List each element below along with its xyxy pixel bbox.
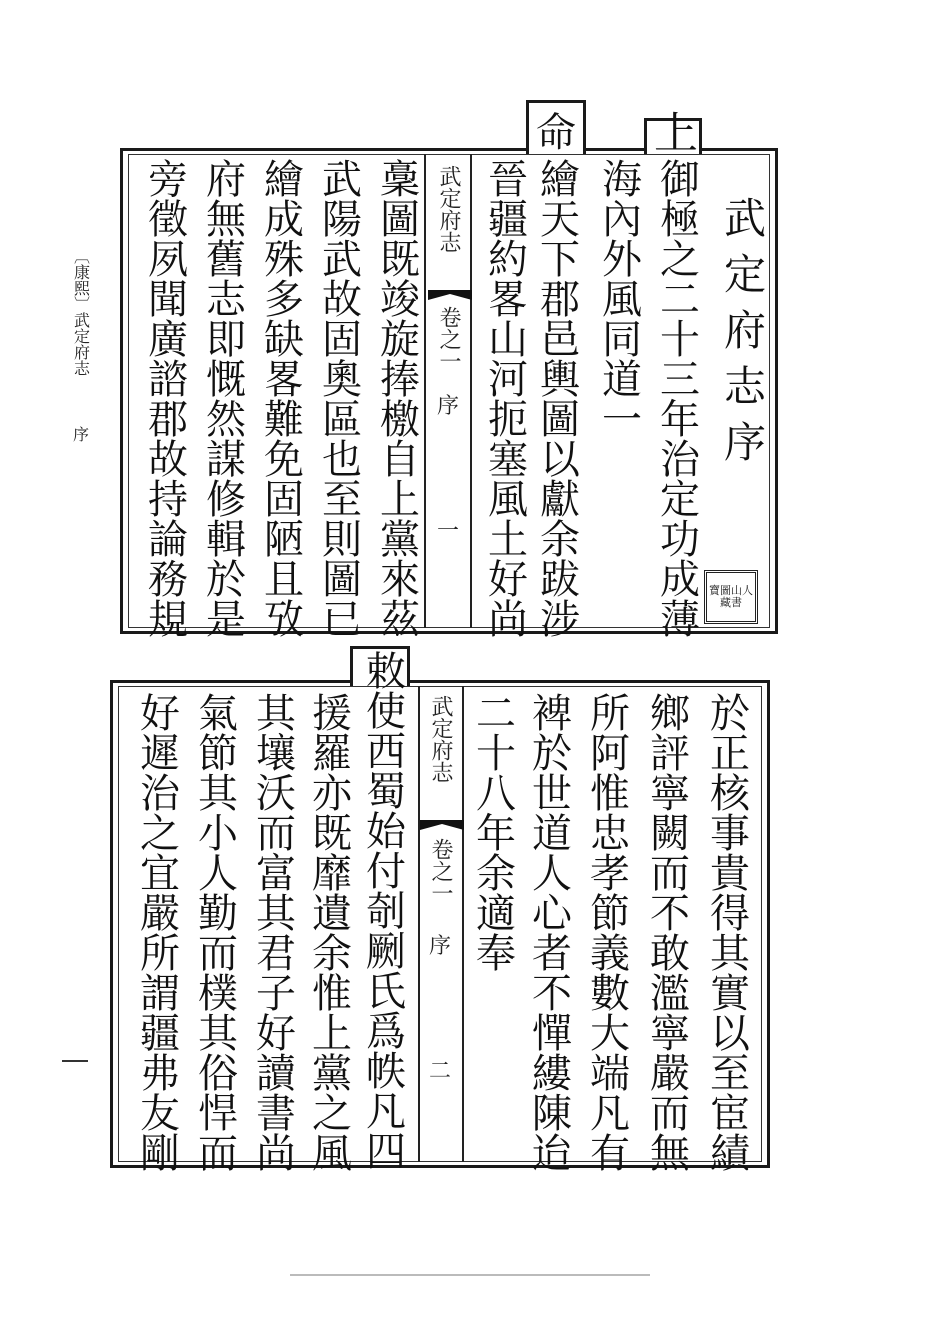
top-heading: 武定府志序 <box>718 196 767 476</box>
top-column-8: 武陽武故固奧區也至則圖已 <box>315 158 362 638</box>
margin-book-title <box>70 248 92 376</box>
top-center-line-right <box>470 154 472 628</box>
bottom-fishtail-book: 武定府志 <box>428 695 453 783</box>
bottom-column-10: 好遲治之宜嚴所謂疆弗友剛 <box>133 692 180 1172</box>
top-fishtail-section: 序 <box>436 394 459 419</box>
margin-title-text: 〔康熙〕武定府志 <box>71 248 91 376</box>
top-fishtail-book: 武定府志 <box>436 165 461 253</box>
collector-seal: 寶圖山人藏書 <box>704 570 758 624</box>
top-column-1: 上 <box>654 108 698 159</box>
top-column-3: 海內外風同道一 <box>595 158 642 438</box>
bottom-column-8: 其壤沃而富其君子好讀書尚 <box>249 692 296 1172</box>
bottom-column-4: 裨於世道人心者不憚縷陳迨 <box>525 692 572 1172</box>
top-column-10: 府無舊志即慨然謀修輯於是 <box>199 158 246 638</box>
top-center-line-left <box>424 154 426 628</box>
top-fishtail-page: 一 <box>436 519 459 544</box>
top-column-7: 稾圖既竣旋捧檄自上黨來茲 <box>373 158 420 638</box>
bottom-center-line-right <box>462 686 464 1162</box>
bottom-column-6: 敕使西蜀始付剞劂氏爲帙凡四 <box>359 650 406 1170</box>
bottom-column-1: 於正核事貴得其實以至宦績 <box>703 692 750 1172</box>
bottom-column-5: 二十八年余適奉 <box>469 692 516 972</box>
top-column-4: 命 <box>536 110 576 156</box>
scan-bottom-mark <box>290 1274 650 1276</box>
bottom-column-3: 所阿惟忠孝節義數大端凡有 <box>583 692 630 1172</box>
bottom-fishtail-page: 二 <box>428 1059 451 1084</box>
bottom-column-7: 援羅亦既靡遺余惟上黨之風 <box>305 692 352 1172</box>
margin-page-number <box>62 1060 88 1062</box>
top-column-6: 晉疆約畧山河扼塞風土好尚 <box>481 158 528 638</box>
margin-section-label: 序 <box>72 425 89 444</box>
top-column-9: 繪成殊多缺畧難免固陋且攷 <box>257 158 304 638</box>
bottom-fishtail-volume: 卷之一 <box>428 838 453 904</box>
bottom-fishtail-section: 序 <box>428 934 451 959</box>
top-column-2: 御極之二十三年治定功成薄 <box>653 158 700 638</box>
bottom-column-9: 氣節其小人勤而樸其俗悍而 <box>191 692 238 1172</box>
top-column-11: 旁徵夙聞廣諮郡故持論務規 <box>141 158 188 638</box>
bottom-column-2: 鄉評寧闕而不敢濫寧嚴而無 <box>643 692 690 1172</box>
top-fishtail-volume: 卷之一 <box>436 306 461 372</box>
top-column-5: 繪天下郡邑輿圖以獻余跋涉 <box>533 158 580 638</box>
